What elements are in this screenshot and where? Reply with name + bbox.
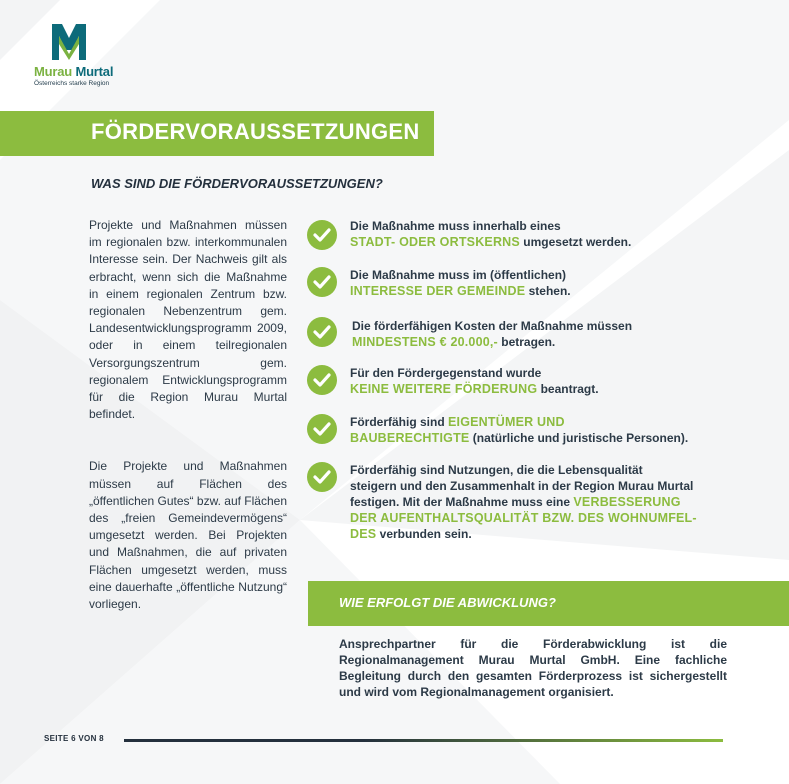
logo-name: Murau Murtal — [34, 64, 114, 79]
footer-divider — [124, 739, 723, 742]
check-icon — [307, 414, 337, 444]
page-title: FÖRDERVORAUSSETZUNGEN — [91, 119, 420, 144]
abwicklung-text-block — [339, 636, 727, 700]
check-icon — [307, 365, 337, 395]
title-banner — [0, 111, 434, 156]
abwicklung-title: WIE ERFOLGT DIE ABWICKLUNG? — [339, 595, 556, 610]
abwicklung-banner — [308, 581, 789, 626]
check-icon — [307, 317, 337, 347]
brand-logo — [34, 20, 124, 87]
check-icon — [307, 220, 337, 250]
check-icon — [307, 462, 337, 492]
page-number: SEITE 6 VON 8 — [44, 734, 104, 743]
intro-paragraph-2: Die Projekte und Maßnahmen müssen auf Flächen des „öffentlichen Gutes“ bzw. auf Flächen des „freien Gemeindevermögens“ umgesetzt werden. Bei Projekten und Maßnahmen, die auf privaten Flächen umgesetzt werden, muss eine dauerhafte „öffentliche Nutzung“ vorliegen. — [89, 459, 287, 612]
section-subtitle: WAS SIND DIE FÖRDERVORAUSSETZUNGEN? — [91, 176, 383, 191]
intro-paragraph-1: Projekte und Maßnahmen müssen im regionalen bzw. interkommunalen Interesse sein. Der Nachweis gilt als erbracht, wenn sich die Maßnahme in einem regionalen Zentrum bzw. regionalen Nebenzentrum gem. Landesentwicklungsprogramm 2009, oder in einem teilregionalen Versorgungszentrum gem. regionalem Entwicklungsprogramm für die Region Murau Murtal befindet. — [89, 218, 287, 422]
logo-tagline: Österreichs starke Region — [34, 80, 110, 87]
abwicklung-text: Ansprechpartner für die Förderabwicklung ist die Regionalmanagement Murau Murtal GmbH. Eine fachliche Begleitung durch den gesamten Förderprozess ist sichergestellt und wird vom Regionalmanagement organisiert. — [339, 637, 727, 699]
intro-column — [89, 217, 287, 613]
check-icon — [307, 267, 337, 297]
mm-logo-icon — [50, 20, 88, 62]
